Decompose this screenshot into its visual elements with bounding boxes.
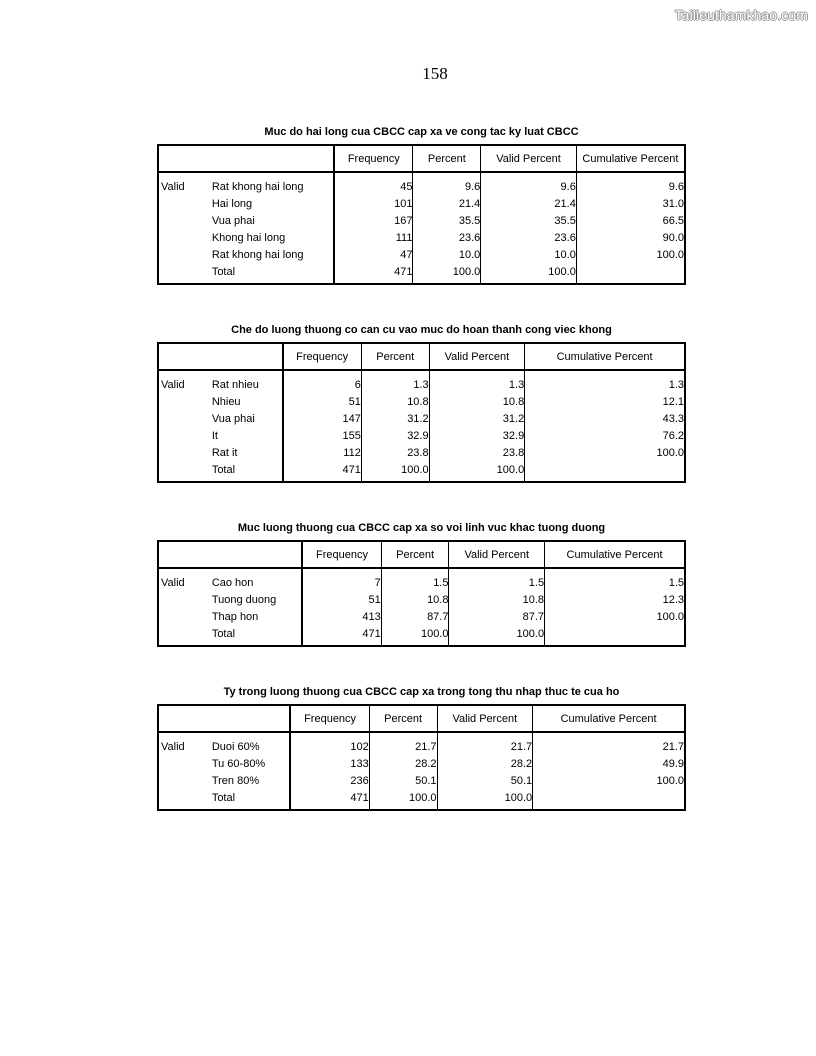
table-row — [158, 244, 685, 261]
cell-freq: 51 — [283, 391, 362, 408]
group-label — [158, 770, 210, 787]
group-label — [158, 408, 210, 425]
row-label: Tren 80% — [210, 770, 291, 787]
column-header: Cumulative Percent — [566, 548, 663, 561]
cell-freq: 413 — [302, 606, 381, 623]
cell-valid: 21.4 — [481, 193, 577, 210]
column-header: Valid Percent — [437, 705, 533, 732]
cell-pct: 23.8 — [361, 442, 429, 459]
table-row — [158, 408, 685, 425]
table-row — [158, 732, 685, 753]
cell-cum: 43.3 — [662, 413, 684, 425]
row-label: Total — [210, 787, 291, 810]
cell-cum: 12.3 — [662, 594, 684, 606]
page-number: 158 — [422, 64, 448, 83]
cell-valid: 100.0 — [481, 261, 577, 284]
cell-freq: 45 — [334, 172, 413, 193]
table-row — [158, 589, 685, 606]
frequency-table — [157, 704, 686, 811]
group-label — [158, 606, 210, 623]
cell-valid: 23.8 — [429, 442, 525, 459]
table-row — [158, 425, 685, 442]
table-row — [158, 606, 685, 623]
column-header: Percent — [369, 705, 437, 732]
cell-cum: 100.0 — [656, 447, 684, 459]
group-label — [158, 244, 210, 261]
cell-pct: 23.6 — [413, 227, 481, 244]
cell-freq: 471 — [302, 623, 381, 646]
table-title: Muc do hai long cua CBCC cap xa ve cong tac ky luat CBCC — [264, 126, 579, 138]
cell-valid: 21.7 — [437, 732, 533, 753]
row-label: Total — [210, 623, 303, 646]
cell-freq: 155 — [283, 425, 362, 442]
group-label — [158, 589, 210, 606]
header-stub — [158, 705, 290, 732]
column-header: Valid Percent — [429, 343, 525, 370]
table-row — [158, 442, 685, 459]
row-label: Tu 60-80% — [210, 753, 291, 770]
cell-freq: 167 — [334, 210, 413, 227]
cell-pct: 100.0 — [361, 459, 429, 482]
table-title: Ty trong luong thuong cua CBCC cap xa trong tong thu nhap thuc te cua ho — [223, 686, 620, 698]
table-row — [158, 210, 685, 227]
cell-freq: 102 — [290, 732, 369, 753]
table-row — [158, 770, 685, 787]
header-stub — [158, 343, 283, 370]
cell-cum: 9.6 — [668, 181, 684, 193]
row-label: Tuong duong — [210, 589, 303, 606]
cell-cum: 49.9 — [662, 758, 684, 770]
table-title: Che do luong thuong co can cu vao muc do hoan thanh cong viec khong — [231, 324, 612, 336]
column-header: Cumulative Percent — [582, 152, 679, 165]
cell-freq: 6 — [283, 370, 362, 391]
row-label: Total — [210, 459, 283, 482]
group-label — [158, 210, 210, 227]
row-label: Rat nhieu — [210, 370, 283, 391]
header-stub — [158, 541, 302, 568]
cell-pct: 100.0 — [381, 623, 449, 646]
cell-cum: 100.0 — [656, 249, 684, 261]
cell-pct: 50.1 — [369, 770, 437, 787]
cell-freq: 471 — [283, 459, 362, 482]
table-row — [158, 787, 685, 810]
column-header: Frequency — [302, 541, 381, 568]
cell-valid: 87.7 — [449, 606, 545, 623]
row-label: Rat it — [210, 442, 283, 459]
cell-pct: 87.7 — [381, 606, 449, 623]
table-row — [158, 193, 685, 210]
cell-cum — [545, 623, 685, 646]
row-label: Total — [210, 261, 334, 284]
table-row — [158, 459, 685, 482]
cell-cum: 12.1 — [662, 396, 684, 408]
cell-cum: 1.3 — [668, 379, 684, 391]
column-header: Valid Percent — [481, 145, 577, 172]
group-label — [158, 391, 210, 408]
cell-valid: 100.0 — [437, 787, 533, 810]
column-header: Frequency — [283, 343, 362, 370]
table-row — [158, 370, 685, 391]
cell-freq: 471 — [290, 787, 369, 810]
column-header: Cumulative Percent — [560, 712, 657, 725]
cell-pct: 31.2 — [361, 408, 429, 425]
cell-pct: 21.4 — [413, 193, 481, 210]
cell-valid: 9.6 — [481, 172, 577, 193]
row-label: Cao hon — [210, 568, 303, 589]
cell-pct: 32.9 — [361, 425, 429, 442]
cell-pct: 9.6 — [413, 172, 481, 193]
table-row — [158, 227, 685, 244]
cell-valid: 28.2 — [437, 753, 533, 770]
group-label — [158, 623, 210, 646]
row-label: Rat khong hai long — [210, 244, 334, 261]
row-label: Thap hon — [210, 606, 303, 623]
table-row — [158, 391, 685, 408]
cell-pct: 21.7 — [369, 732, 437, 753]
group-label — [158, 425, 210, 442]
group-label — [158, 261, 210, 284]
header-row — [158, 705, 685, 732]
cell-pct: 100.0 — [369, 787, 437, 810]
cell-valid: 100.0 — [429, 459, 525, 482]
cell-cum — [533, 787, 685, 810]
column-header: Valid Percent — [449, 541, 545, 568]
table-row — [158, 753, 685, 770]
cell-cum: 66.5 — [662, 215, 684, 227]
row-label: Rat khong hai long — [210, 172, 334, 193]
cell-freq: 7 — [302, 568, 381, 589]
group-label — [158, 227, 210, 244]
table-row — [158, 568, 685, 589]
column-header: Frequency — [290, 705, 369, 732]
cell-pct: 10.8 — [381, 589, 449, 606]
frequency-table — [157, 342, 686, 483]
column-header: Percent — [413, 145, 481, 172]
group-label — [158, 442, 210, 459]
cell-pct: 10.0 — [413, 244, 481, 261]
cell-cum: 90.0 — [662, 232, 684, 244]
group-label: Valid — [161, 577, 185, 589]
cell-cum: 100.0 — [656, 775, 684, 787]
cell-pct: 1.3 — [361, 370, 429, 391]
row-label: Vua phai — [210, 408, 283, 425]
cell-valid: 10.8 — [429, 391, 525, 408]
cell-valid: 1.3 — [429, 370, 525, 391]
cell-valid: 35.5 — [481, 210, 577, 227]
row-label: Khong hai long — [210, 227, 334, 244]
cell-cum: 76.2 — [662, 430, 684, 442]
group-label: Valid — [161, 741, 185, 753]
cell-valid: 10.8 — [449, 589, 545, 606]
cell-valid: 31.2 — [429, 408, 525, 425]
cell-freq: 147 — [283, 408, 362, 425]
column-header: Percent — [361, 343, 429, 370]
group-label — [158, 753, 210, 770]
table-row — [158, 623, 685, 646]
cell-freq: 236 — [290, 770, 369, 787]
cell-freq: 101 — [334, 193, 413, 210]
table-row — [158, 172, 685, 193]
table-row — [158, 261, 685, 284]
frequency-table — [157, 144, 686, 285]
group-label — [158, 193, 210, 210]
row-label: Hai long — [210, 193, 334, 210]
cell-freq: 133 — [290, 753, 369, 770]
watermark-text: Tailieuthamkhao.com — [674, 7, 808, 23]
cell-valid: 32.9 — [429, 425, 525, 442]
row-label: Vua phai — [210, 210, 334, 227]
cell-valid: 100.0 — [449, 623, 545, 646]
cell-freq: 112 — [283, 442, 362, 459]
header-row — [158, 145, 685, 172]
row-label: It — [210, 425, 283, 442]
cell-pct: 1.5 — [381, 568, 449, 589]
cell-cum: 100.0 — [656, 611, 684, 623]
cell-pct: 28.2 — [369, 753, 437, 770]
cell-pct: 10.8 — [361, 391, 429, 408]
cell-freq: 111 — [334, 227, 413, 244]
cell-freq: 47 — [334, 244, 413, 261]
cell-pct: 35.5 — [413, 210, 481, 227]
header-row — [158, 541, 685, 568]
cell-cum: 21.7 — [662, 741, 684, 753]
table-title: Muc luong thuong cua CBCC cap xa so voi linh vuc khac tuong duong — [237, 522, 606, 534]
cell-valid: 1.5 — [449, 568, 545, 589]
group-label: Valid — [161, 181, 185, 193]
cell-valid: 50.1 — [437, 770, 533, 787]
cell-valid: 23.6 — [481, 227, 577, 244]
column-header: Percent — [381, 541, 449, 568]
cell-cum — [576, 261, 685, 284]
row-label: Duoi 60% — [210, 732, 291, 753]
cell-valid: 10.0 — [481, 244, 577, 261]
frequency-table — [157, 540, 686, 647]
cell-freq: 51 — [302, 589, 381, 606]
cell-cum: 1.5 — [668, 577, 684, 589]
cell-freq: 471 — [334, 261, 413, 284]
header-row — [158, 343, 685, 370]
group-label — [158, 787, 210, 810]
group-label: Valid — [161, 379, 185, 391]
row-label: Nhieu — [210, 391, 283, 408]
cell-cum: 31.0 — [662, 198, 684, 210]
column-header: Frequency — [334, 145, 413, 172]
cell-pct: 100.0 — [413, 261, 481, 284]
group-label — [158, 459, 210, 482]
header-stub — [158, 145, 334, 172]
column-header: Cumulative Percent — [556, 350, 653, 363]
cell-cum — [525, 459, 685, 482]
